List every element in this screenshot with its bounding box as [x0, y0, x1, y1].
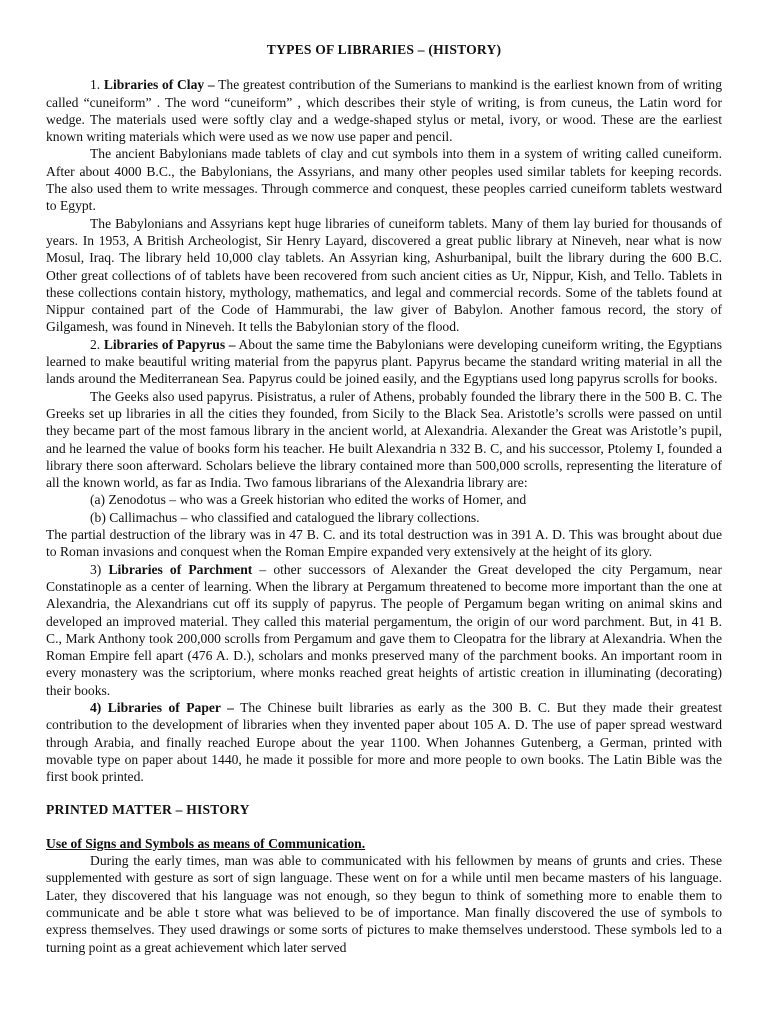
clay-heading: Libraries of Clay –: [103, 77, 215, 93]
papyrus-paragraph-3: The partial destruction of the library was in 47 B. C. and its total destruction was in 391 A. D. This was brought about due to Roman invasions and conquest when the Roman Empire expanded very extensively at the height of its glory.: [46, 527, 722, 560]
list-item-b: (b) Callimachus – who classified and catalogued the library collections.: [90, 509, 480, 525]
clay-paragraph: [46, 76, 722, 145]
paper-heading: ) Libraries of Paper –: [96, 699, 234, 715]
parchment-text: – other successors of Alexander the Great developed the city Pergamum, near Constatinople as a center of learning. When the library at Pergamum threatened to become more important than the one at Alexandria, the Alexandrians cut off its supply of papyrus. The people of Pergamum began writing on animal skins and developed an improved material. They called this material pergamentum, the origin of our word parchment. But, in 41 B. C., Mark Anthony took 200,000 scrolls from Pergamum and gave them to Cleopatra for the library at Alexandria. When the Roman Empire fell apart (476 A. D.), scholars and monks preserved many of the parchment books. An important room in every monastery was the scriptorium, where monks reached great heights of artistic creation in illuminating (decorating) their books.: [46, 561, 722, 698]
section-heading-printed-matter: PRINTED MATTER – HISTORY: [46, 802, 250, 818]
printed-paragraph: During the early times, man was able to communicated with his fellowmen by means of grunts and cries. These supplemented with gesture as sort of sign language. These went on for a while until men became masters of his language. Later, they discovered that his language was not enough, so they begun to think of something more to enable them to communicate and be able t store what was believed to be of importance. Man finally discovered the use of symbols to express themselves. They used drawings or some sorts of pictures to make themselves understood. These symbols led to a turning point as a great achievement which later served: [46, 853, 722, 955]
papyrus-number: 2.: [90, 336, 101, 352]
papyrus-paragraph: [46, 336, 722, 388]
clay-paragraph-3: The Babylonians and Assyrians kept huge libraries of cuneiform tablets. Many of them lay buried for thousands of years. In 1953, A British Archeologist, Sir Henry Layard, discovered a great public library at Nineveh, near what is now Mosul, Iraq. The library held 10,000 clay tablets. An Assyrian king, Ashurbanipal, built the library during the 600 B.C. Other great collections of of tablets have been recovered from such ancient cities as Ur, Nippur, Kish, and Tello. Tablets in these collections contain history, mythology, mathematics, and legal and commercial records. Some of the tablets found at Nippur contained part of the Code of Hammurabi, the law giver of Babylon. Another famous record, the story of Gilgamesh, was found in Nineveh. It tells the Babylonian story of the flood.: [46, 215, 722, 335]
clay-number: 1.: [90, 77, 101, 93]
parchment-paragraph: [46, 561, 722, 699]
subheading-signs-symbols: Use of Signs and Symbols as means of Communication.: [46, 835, 366, 851]
parchment-heading: Libraries of Parchment: [108, 561, 253, 577]
parchment-number: 3): [90, 561, 102, 577]
clay-paragraph-2: The ancient Babylonians made tablets of clay and cut symbols into them in a system of writing called cuneiform. After about 4000 B.C., the Babylonians, the Assyrians, and many other peoples used similar tablets for keeping records. The also used them to write messages. Through commerce and conquest, these peoples carried cuneiform tablets westward to Egypt.: [46, 146, 722, 214]
papyrus-text: About the same time the Babylonians were developing cuneiform writing, the Egyptians learned to make beautiful writing material from the papyrus plant. Papyrus became the standard writing material in all the lands around the Mediterranean Sea. Papyrus could be joined easily, and the Egyptians used long papyrus scrolls for books.: [46, 336, 722, 387]
paper-text: The Chinese built libraries as early as the 300 B. C. But they made their greatest contribution to the development of libraries when they invented paper about 105 A. D. The use of paper spread westward through Arabia, and finally reached Europe about the year 1100. When Johannes Gutenberg, a German, printed with movable type on paper about 1440, he made it possible for more and more people to own books. The Latin Bible was the first book printed.: [46, 699, 722, 785]
list-item-a: (a) Zenodotus – who was a Greek historian who edited the works of Homer, and: [90, 492, 527, 508]
paper-number: 4: [90, 699, 97, 715]
clay-text: The greatest contribution of the Sumerians to mankind is the earliest known from of writing called “cuneiform” . The word “cuneiform” , which describes their style of writing, is from cuneus, the Latin word for wedge. The materials used were softly clay and a wedge-shaped stylus or metal, ivory, or wood. These are the earliest known writing materials which were used as we now use paper and pencil.: [46, 77, 722, 145]
papyrus-paragraph-2: The Geeks also used papyrus. Pisistratus, a ruler of Athens, probably founded the library there in the 500 B. C. The Greeks set up libraries in all the cities they founded, from Sicily to the Black Sea. Aristotle’s scrolls were passed on until they became part of the most famous library in the ancient world, at Alexandria. Alexander the Great was Aristotle’s pupil, and he learned the value of books form his teacher. He built Alexandria n 332 B. C, and his successor, Ptolemy I, founded a library there soon afterward. Scholars believe the library contained more than 500,000 scrolls, representing the literature of all the known world, as far as India. Two famous librarians of the Alexandria library are:: [46, 388, 722, 491]
page-title: TYPES OF LIBRARIES – (HISTORY): [266, 42, 502, 57]
papyrus-heading: Libraries of Papyrus –: [103, 336, 236, 352]
paper-paragraph: [46, 699, 722, 785]
